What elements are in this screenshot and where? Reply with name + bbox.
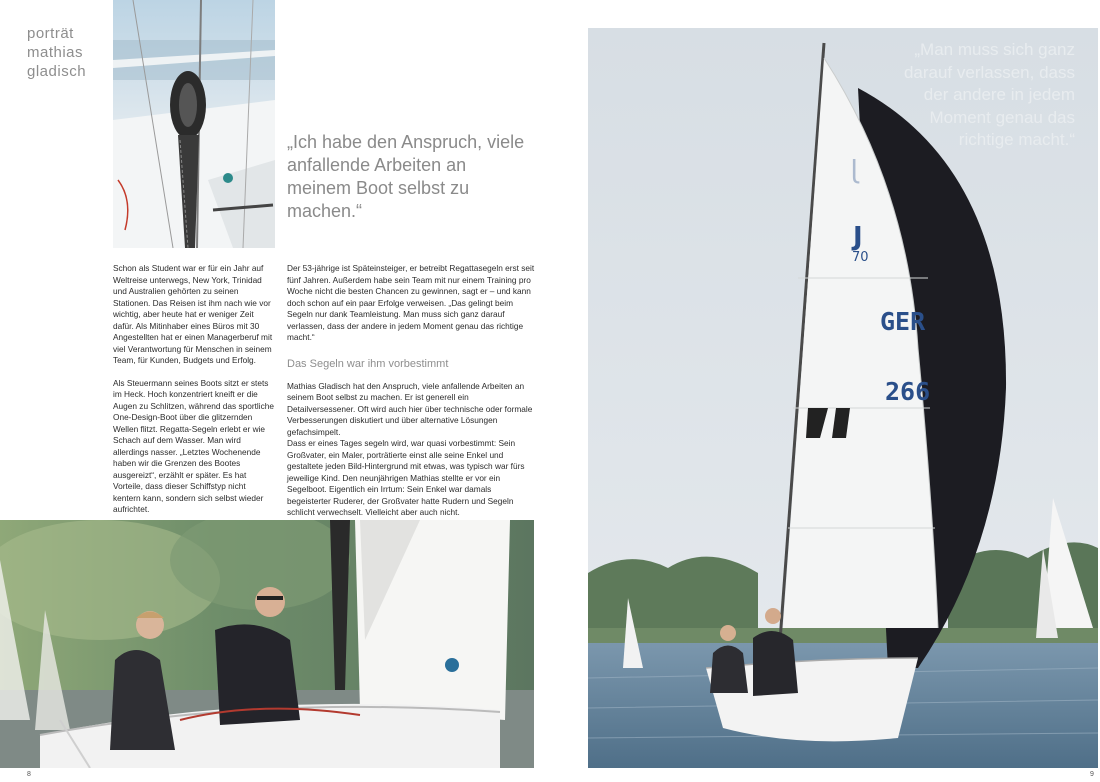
section-label-line: gladisch	[27, 63, 87, 80]
paragraph: Dass er eines Tages segeln wird, war quasi vorbestimmt: Sein Großvater, ein Maler, porträtierte einst alle seine Enkel und gestaltete jeden Bild-Hintergrund mit etwas, was typisch war fürs jeweilige Kind. Den neunjährigen Mathias stellte er vor ein Segelboot. Eigentlich ein Irrtum: Sein Enkel war damals begeisterter Ruderer, der Großvater hatte Rudern und Segeln schlicht verwechselt. Vielleicht aber auch nicht.	[287, 438, 525, 517]
page-number-right: 9	[1090, 771, 1094, 778]
rigging-detail-photo	[113, 0, 275, 248]
section-label-line: mathias	[27, 44, 84, 61]
sail-class-logo: J	[853, 222, 863, 252]
paragraph: Der 53-jährige ist Späteinsteiger, er betreibt Regattasegeln erst seit fünf Jahren. Außerdem habe sein Team mit nur einem Training pro Woche nicht die besten Chancen zu gewinnen, sagt er – und kann doch schon auf ein paar Erfolge verweisen. „Das gelingt beim Segeln nur dank Teamleistung. Man muss sich ganz darauf verlassen, dass der andere in jedem Moment genau das richtige macht.“	[287, 263, 535, 342]
page-number-left: 8	[27, 771, 31, 778]
section-label	[27, 24, 107, 81]
svg-text:J: J	[850, 155, 858, 185]
sail-country-code: GER	[880, 307, 926, 336]
paragraph: Mathias Gladisch hat den Anspruch, viele anfallende Arbeiten an seinem Boot selbst zu machen. Er ist generell ein Detailversessener. Oft wird auch hier über technische oder formale Verbesserungen diskutiert und über alternative Lösungen gefachsimpelt.	[287, 380, 533, 437]
sail-number: 266	[885, 377, 931, 406]
paragraph: Schon als Student war er für ein Jahr auf Weltreise unterwegs, New York, Trinidad und Australien gehörten zu seinen Stationen. Das Reisen ist ihm nach wie vor wichtig, aber heute hat er weniger Zeit dafür. Als Mitinhaber eines Büros mit 30 Angestellten hat er einen Managerberuf mit viel Verantwortung für Menschen in seinem Team, für Kunden, Budgets und Erfolg.	[113, 263, 273, 365]
text-column-right	[287, 263, 535, 530]
pull-quote-right: „Man muss sich ganz darauf verlassen, dass der andere in jedem Moment genau das richtige macht.“	[903, 40, 1075, 149]
text-column-left	[113, 263, 275, 527]
subheading: Das Segeln war ihm vorbestimmt	[287, 357, 449, 370]
pull-quote-left: „Ich habe den Anspruch, viele anfallende Arbeiten an meinem Boot selbst zu machen.“	[287, 132, 525, 221]
paragraph: Als Steuermann seines Boots sitzt er stets im Heck. Hoch konzentriert kneift er die Augen zu Schlitzen, während das sportliche One-Design-Boot über die glitzernden Wellen flitzt. Regatta-Segeln erlebt er wie Schach auf dem Wasser. Man wird allerdings nasser. „Letztes Wochenende haben wir die Grenzen des Bootes ausgereizt“, erzählt er später. Es hat Vorteile, dass dieser Schiffstyp nicht kentern kann, sondern sich selbst wieder aufrichtet.	[113, 377, 274, 514]
crew-sailing-photo	[0, 520, 534, 768]
sail-class-number: 70	[852, 250, 869, 265]
section-label-line: porträt	[27, 25, 74, 42]
